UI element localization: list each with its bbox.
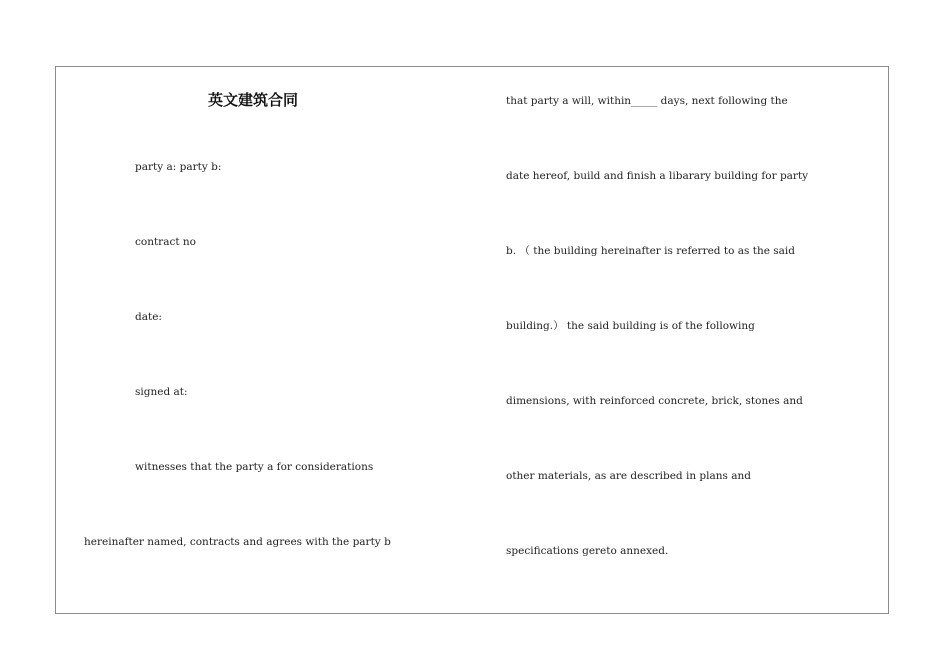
page-frame xyxy=(55,66,889,614)
body-line: dimensions, with reinforced concrete, brick, stones and xyxy=(506,395,803,407)
body-line: b. （ the building hereinafter is referred to as the said xyxy=(506,245,795,257)
body-line: date hereof, build and finish a libarary building for party xyxy=(506,170,809,182)
body-line: specifications gereto annexed. xyxy=(506,545,669,557)
contract-no-line: contract no xyxy=(135,236,196,248)
body-line: that party a will, within_____ days, next following the xyxy=(506,95,788,107)
signed-at-line: signed at: xyxy=(135,386,188,398)
party-line: party a: party b: xyxy=(135,161,222,173)
document-title: 英文建筑合同 xyxy=(208,91,299,109)
witnesses-line: witnesses that the party a for considerations xyxy=(135,461,374,473)
body-line: other materials, as are described in plans and xyxy=(506,470,752,482)
date-line: date: xyxy=(135,311,162,323)
hereinafter-line: hereinafter named, contracts and agrees with the party b xyxy=(84,536,391,548)
body-line: building.） the said building is of the following xyxy=(506,320,755,332)
